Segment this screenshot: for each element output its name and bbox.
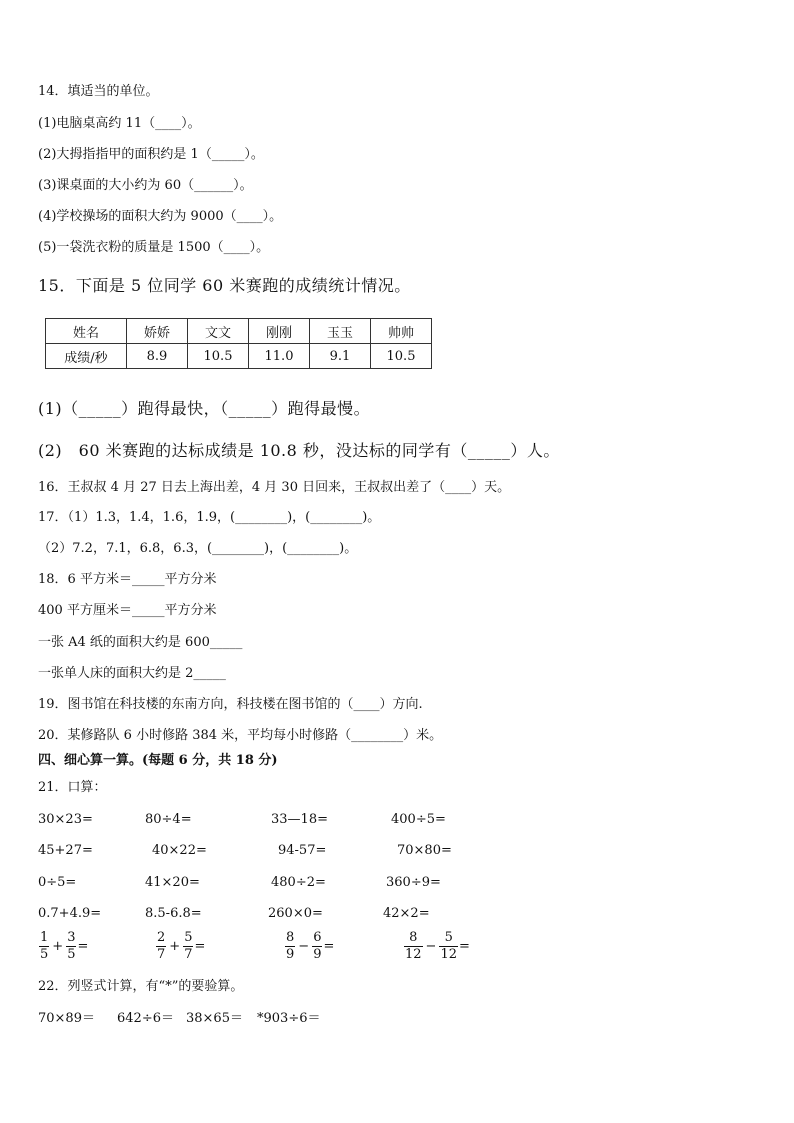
numerator: 8 [409,930,418,945]
denominator: 9 [313,947,322,962]
operator: + [169,939,181,954]
calc-item: 45+27= [38,843,93,858]
table-cell: 10.5 [188,344,249,369]
calc-item: 260×0= [268,906,323,921]
score-table-header-row [46,319,432,344]
calc-item: 40×22= [152,843,207,858]
q14-item-1: (1)电脑桌高约 11（____）。 [38,116,201,131]
q21-title: 21．口算： [38,780,107,795]
table-cell: 文文 [188,319,249,344]
denominator: 9 [286,947,295,962]
q19-text: 19．图书馆在科技楼的东南方向，科技楼在图书馆的（____）方向. [38,697,423,712]
section-4-heading: 四、细心算一算。(每题 6 分，共 18 分) [38,753,278,768]
denominator: 5 [40,947,49,962]
fraction [39,930,49,963]
equals-sign: = [194,939,206,954]
q20-text: 20．某修路队 6 小时修路 384 米，平均每小时修路（________）米。 [38,728,443,743]
calc-item: 8.5-6.8= [145,906,202,921]
table-cell: 8.9 [127,344,188,369]
table-cell: 成绩/秒 [46,344,127,369]
q18-item-3: 一张 A4 纸的面积大约是 600_____ [38,635,243,650]
denominator: 12 [440,947,457,962]
table-cell: 10.5 [371,344,432,369]
numerator: 3 [67,930,76,945]
equals-sign: = [77,939,89,954]
table-cell: 11.0 [249,344,310,369]
operator: − [298,939,310,954]
table-cell: 帅帅 [371,319,432,344]
q14-title: 14．填适当的单位。 [38,84,159,99]
q15-title: 15．下面是 5 位同学 60 米赛跑的成绩统计情况。 [38,276,411,295]
q14-item-5: (5)一袋洗衣粉的质量是 1500（____）。 [38,240,270,255]
operator: − [425,939,437,954]
fraction-expression [38,930,88,963]
numerator: 6 [313,930,322,945]
calc-item: 30×23= [38,812,93,827]
fraction [439,930,458,963]
score-table [45,318,432,369]
equals-sign: = [323,939,335,954]
calc-item: 360÷9= [386,875,441,890]
q14-item-3: (3)课桌面的大小约为 60（______）。 [38,178,253,193]
denominator: 12 [405,947,422,962]
q17-part-1: 17．（1）1.3，1.4，1.6，1.9，(________)，(________)。 [38,510,381,525]
fraction [66,930,76,963]
q18-item-1: 18．6 平方米＝_____平方分米 [38,572,217,587]
operator: + [52,939,64,954]
q15-sub-1: (1)（_____）跑得最快，（_____）跑得最慢。 [38,399,371,418]
calc-item: 38×65＝ [186,1011,243,1026]
calc-item: 0.7+4.9= [38,906,102,921]
fraction [312,930,322,963]
denominator: 7 [184,947,193,962]
calc-item: 0÷5= [38,875,77,890]
fraction-expression [403,930,470,963]
numerator: 5 [444,930,453,945]
numerator: 8 [286,930,295,945]
table-cell: 玉玉 [310,319,371,344]
table-cell: 刚刚 [249,319,310,344]
fraction [285,930,295,963]
calc-item: 70×89＝ [38,1011,95,1026]
table-cell: 娇娇 [127,319,188,344]
table-cell: 姓名 [46,319,127,344]
q14-item-4: (4)学校操场的面积大约为 9000（____）。 [38,209,283,224]
calc-item: 41×20= [145,875,200,890]
fraction-expression [284,930,334,963]
denominator: 7 [157,947,166,962]
q17-part-2: （2）7.2，7.1，6.8，6.3，(________)，(________)。 [38,541,358,556]
fraction [183,930,193,963]
numerator: 2 [157,930,166,945]
calc-item: 42×2= [383,906,430,921]
fraction [156,930,166,963]
fraction [404,930,423,963]
q18-item-4: 一张单人床的面积大约是 2_____ [38,666,226,681]
calc-item: 94-57= [278,843,327,858]
q18-item-2: 400 平方厘米＝_____平方分米 [38,603,217,618]
calc-item: 642÷6＝ [117,1011,174,1026]
fraction-expression [155,930,205,963]
equals-sign: = [459,939,470,954]
numerator: 5 [184,930,193,945]
table-cell: 9.1 [310,344,371,369]
score-table-data-row [46,344,432,369]
q16-text: 16．王叔叔 4 月 27 日去上海出差，4 月 30 日回来，王叔叔出差了（____）天。 [38,480,511,495]
q15-sub-2: (2) 60 米赛跑的达标成绩是 10.8 秒，没达标的同学有（_____）人。 [38,441,560,460]
calc-item: 33—18= [271,812,328,827]
calc-item: 400÷5= [391,812,446,827]
q22-title: 22．列竖式计算，有“*”的要验算。 [38,979,244,994]
calc-item: 480÷2= [271,875,326,890]
calc-item: 70×80= [397,843,452,858]
calc-item: 80÷4= [145,812,192,827]
denominator: 5 [67,947,76,962]
numerator: 1 [40,930,49,945]
q14-item-2: (2)大拇指指甲的面积约是 1（_____）。 [38,147,264,162]
calc-item: *903÷6＝ [257,1011,321,1026]
